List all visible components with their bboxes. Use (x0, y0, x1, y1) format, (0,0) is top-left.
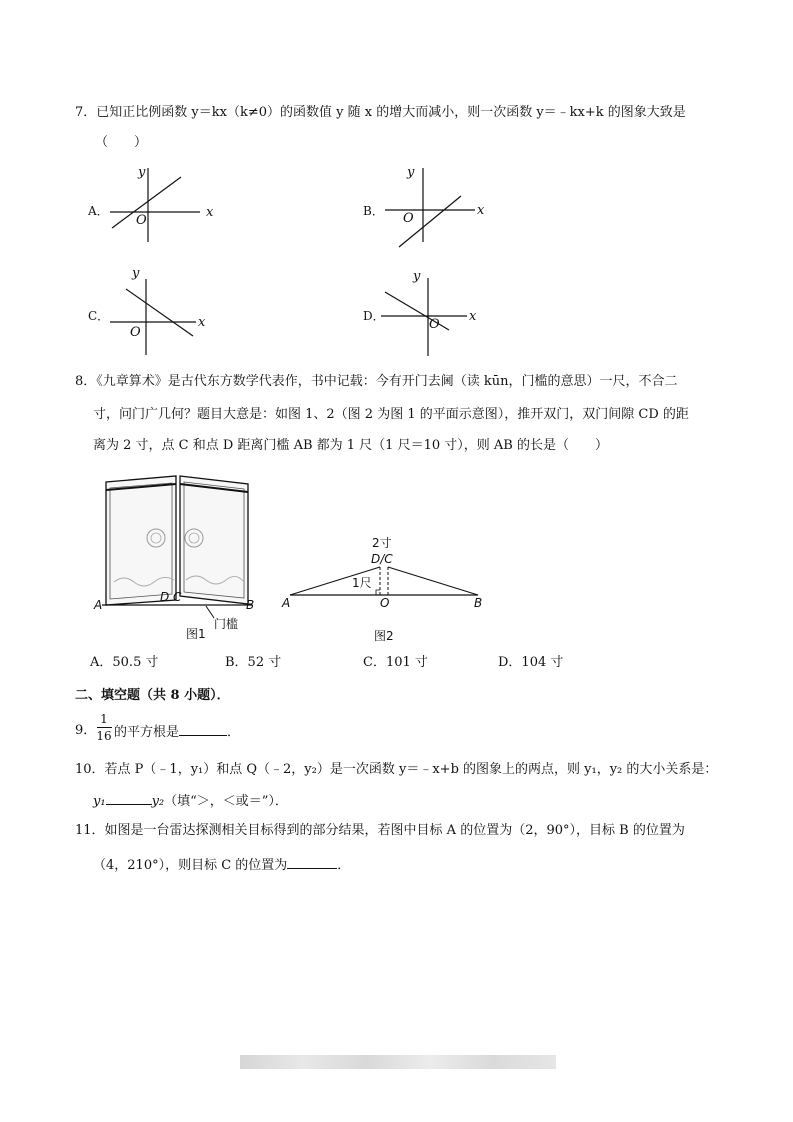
q8-fig1-caption: 图1 (186, 627, 206, 641)
q7-option-d-graph[interactable] (363, 268, 503, 363)
q8-fig1-sill: 门槛 (214, 617, 239, 631)
q8-fig2-caption: 图2 (374, 629, 394, 643)
q8-figure-2 (280, 535, 500, 650)
q8-fig2-a: A (282, 596, 291, 610)
q10-y2: y₂ (151, 794, 165, 809)
q8-figure-1 (90, 472, 270, 652)
q7-option-c-x: x (198, 315, 206, 330)
q7-option-a-graph[interactable] (88, 160, 228, 240)
q7-option-d-x: x (469, 309, 477, 324)
q8-line-1: 8．《九章算术》是古代东方数学代表作，书中记载：今有开门去阃（读 kūn，门槛的意思）一尺，不合二 (75, 374, 678, 389)
q11-line-2 (93, 856, 350, 874)
q8-fig1-label-b: B (246, 598, 255, 612)
q8-choice-b[interactable]: B．52 寸 (225, 655, 282, 670)
q8-fig2-b: B (474, 596, 483, 610)
q8-fig2-foot: 1尺 (352, 576, 372, 590)
q8-fig1-label-a: A (94, 598, 103, 612)
q8-fig2-dc: D/C (371, 552, 393, 566)
q9-number: 9． (75, 723, 97, 738)
page-footer-blurred (240, 1055, 556, 1069)
q8-line-2: 寸，问门广几何？题目大意是：如图 1、2（图 2 为图 1 的平面示意图），推开双门，双门间隙 CD 的距 (93, 407, 689, 422)
q9-denominator: 16 (96, 729, 112, 743)
q7-option-b-o: O (403, 211, 414, 226)
q8-fig2-top: 2寸 (372, 536, 392, 550)
q7-option-d-label: D． (363, 309, 385, 323)
q11-line-1: 11．如图是一台雷达探测相关目标得到的部分结果，若图中目标 A 的位置为（2，90°），目标 B 的位置为 (75, 823, 685, 838)
q9-text (114, 723, 240, 741)
q7-option-a-x: x (206, 205, 214, 220)
q10-line-1: 10．若点 P（﹣1，y₁）和点 Q（﹣2，y₂）是一次函数 y＝﹣x+b 的图象上的两点，则 y₁，y₂ 的大小关系是： (75, 762, 718, 777)
q10-tail: （填“＞，＜或＝”）． (164, 794, 288, 809)
q7-answer-paren: （ ） (95, 135, 148, 150)
q7-option-c-graph[interactable] (88, 265, 228, 360)
q7-option-a-label: A． (88, 204, 109, 218)
q7-option-b-x: x (477, 203, 485, 218)
q7-option-a-o: O (136, 213, 147, 228)
q8-fig2-o: O (380, 596, 390, 610)
q7-option-d-y: y (413, 269, 421, 284)
q9-fraction-bar (97, 727, 112, 728)
q7-option-b-label: B． (363, 204, 384, 218)
q7-option-b-y: y (407, 165, 415, 180)
q8-choice-d[interactable]: D．104 寸 (498, 655, 564, 670)
q8-choice-c[interactable]: C．101 寸 (363, 655, 428, 670)
q7-option-b-graph[interactable] (363, 160, 503, 240)
q11-stem: （4，210°），则目标 C 的位置为 (93, 858, 288, 873)
section-2-heading: 二、填空题（共 8 小题）． (75, 688, 230, 703)
q7-option-c-y: y (132, 266, 140, 281)
q8-fig1-label-dc: D C (160, 590, 182, 604)
q7-option-c-label: C． (88, 309, 110, 323)
q7-option-d-o: O (429, 317, 440, 332)
q10-line-2 (93, 792, 288, 810)
q7-option-c-o: O (130, 325, 141, 340)
q7-stem: 7．已知正比例函数 y＝kx（k≠0）的函数值 y 随 x 的增大而减小，则一次函数 y＝﹣kx+k 的图象大致是 (75, 105, 686, 120)
q9-end: ． (227, 725, 241, 740)
q8-choice-a[interactable]: A．50.5 寸 (90, 655, 159, 670)
q10-answer-blank[interactable] (106, 792, 152, 805)
q11-end: ． (337, 858, 351, 873)
q7-option-a-y: y (138, 165, 146, 180)
q9-answer-blank[interactable] (179, 723, 227, 736)
q9-numerator: 1 (100, 712, 108, 726)
q8-line-3: 离为 2 寸，点 C 和点 D 距离门槛 AB 都为 1 尺（1 尺＝10 寸），则 AB 的长是（ ） (93, 438, 608, 453)
q10-y1: y₁ (93, 794, 106, 809)
q11-answer-blank[interactable] (287, 856, 337, 869)
q9-stem: 的平方根是 (114, 725, 180, 740)
